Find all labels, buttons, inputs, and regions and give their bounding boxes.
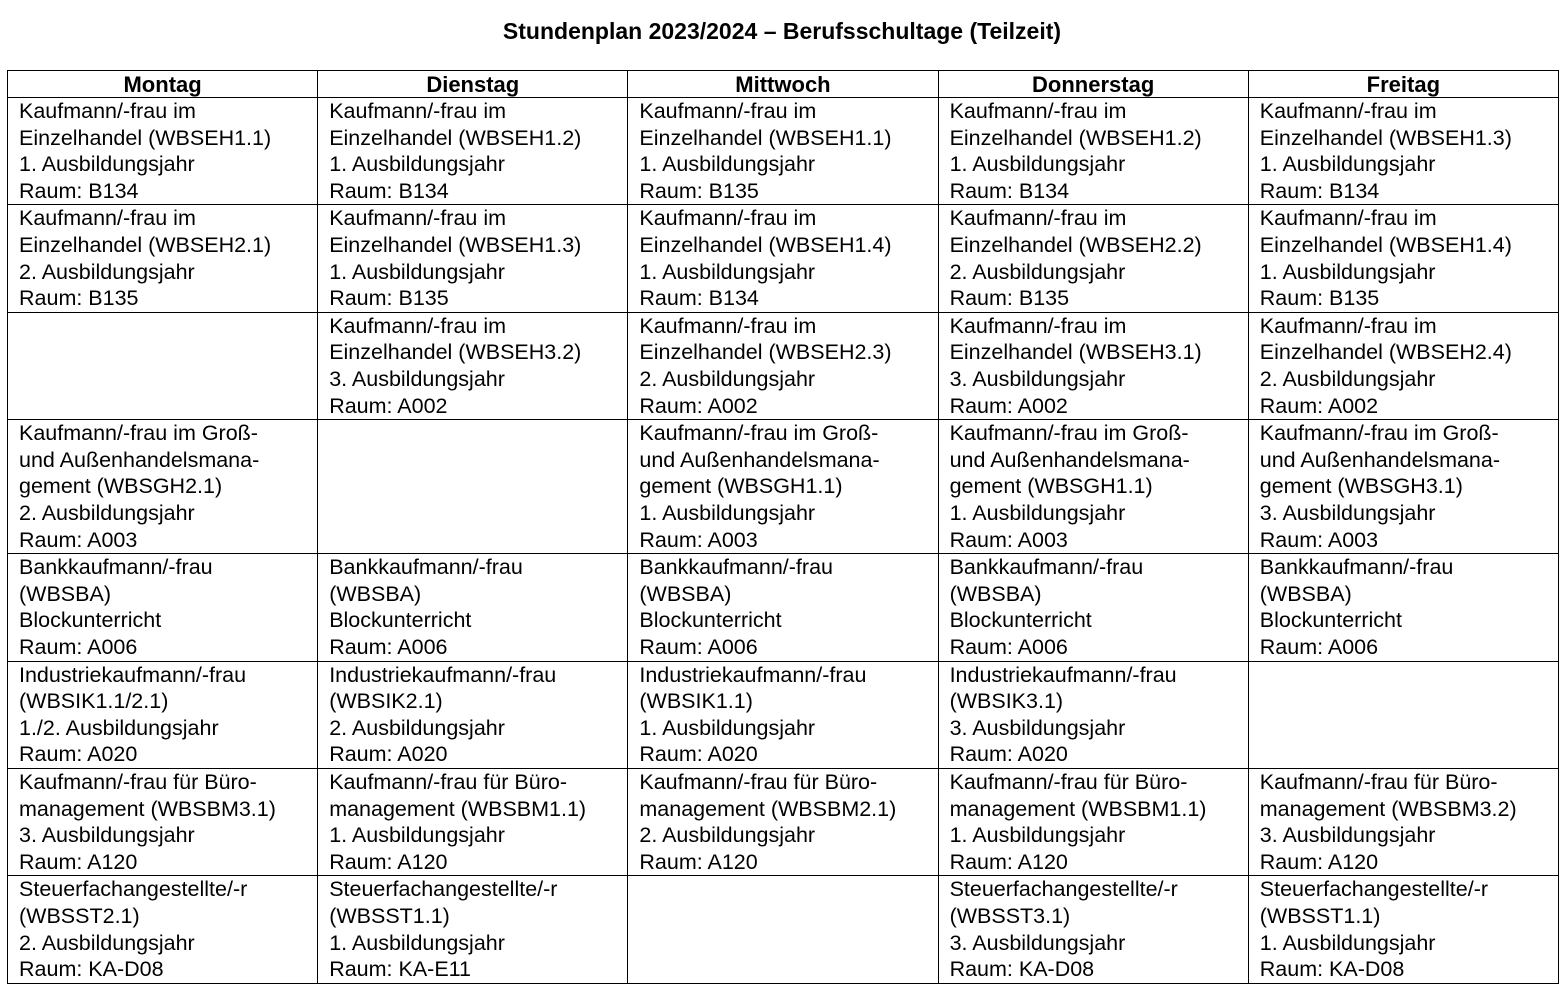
cell-line: 3. Ausbildungsjahr [1259,500,1436,525]
cell-line: (WBSBA) [19,581,111,606]
cell-line: gement (WBSGH1.1) [949,474,1153,499]
cell-line: management (WBSBM3.2) [1259,796,1517,821]
cell-line: Kaufmann/-frau für Büro- [949,769,1188,794]
table-cell-monday [8,312,318,419]
cell-line: Kaufmann/-frau im [949,99,1127,123]
table-cell-tuesday [318,768,628,875]
cell-line: 2. Ausbildungsjahr [19,930,195,955]
cell-line: gement (WBSGH3.1) [1259,474,1463,499]
cell-line: Einzelhandel (WBSEH2.2) [949,232,1202,257]
cell-line: Industriekaufmann/-frau [329,662,557,687]
cell-line: Bankkaufmann/-frau [329,555,523,580]
cell-line: Einzelhandel (WBSEH2.4) [1259,340,1512,365]
cell-line: 1. Ausbildungsjahr [1259,259,1436,284]
cell-line: Einzelhandel (WBSEH1.2) [949,125,1202,150]
table-row [8,205,1559,312]
cell-line: Raum: A006 [19,634,138,659]
cell-line: Industriekaufmann/-frau [639,662,867,687]
cell-line: Raum: B134 [639,286,759,311]
table-cell-tuesday [318,420,628,554]
cell-line: Bankkaufmann/-frau [1259,555,1454,580]
cell-line: Raum: B134 [1259,178,1380,203]
table-cell-friday [1248,98,1558,205]
column-header-friday: Freitag [1248,71,1558,98]
cell-line: 2. Ausbildungsjahr [19,500,195,525]
cell-line: Kaufmann/-frau im [1259,206,1437,231]
table-cell-monday [8,205,318,312]
cell-line: Kaufmann/-frau im [639,313,817,338]
cell-line: Einzelhandel (WBSEH1.1) [19,125,272,150]
cell-line: Kaufmann/-frau im Groß- [949,421,1189,446]
cell-line: (WBSBA) [639,581,732,606]
cell-line: Einzelhandel (WBSEH1.1) [639,125,892,150]
timetable [7,70,1559,984]
table-cell-wednesday [628,420,938,554]
table-cell-wednesday [628,312,938,419]
cell-line: Einzelhandel (WBSEH2.1) [19,232,272,257]
cell-line: Einzelhandel (WBSEH1.3) [329,232,582,257]
cell-line: 1. Ausbildungsjahr [329,259,505,284]
table-cell-friday [1248,876,1558,983]
cell-line: Einzelhandel (WBSEH3.2) [329,340,582,365]
cell-line: Raum: B134 [329,178,449,203]
table-cell-tuesday [318,554,628,661]
cell-line: Blockunterricht [639,608,782,633]
cell-line: Kaufmann/-frau für Büro- [19,769,257,794]
cell-line: Kaufmann/-frau für Büro- [329,769,567,794]
table-cell-thursday [938,876,1248,983]
cell-line: Raum: A120 [949,849,1068,874]
column-header-monday: Montag [8,71,318,98]
cell-line: Raum: A020 [949,742,1068,767]
cell-line: Bankkaufmann/-frau [19,555,213,580]
cell-line: 1. Ausbildungsjahr [949,823,1126,848]
cell-line: 2. Ausbildungsjahr [19,259,195,284]
table-cell-thursday [938,312,1248,419]
cell-line: Blockunterricht [949,608,1092,633]
cell-line: management (WBSBM2.1) [639,796,897,821]
table-cell-friday [1248,554,1558,661]
table-cell-friday [1248,661,1558,768]
cell-line: 3. Ausbildungsjahr [1259,823,1436,848]
cell-line: 1. Ausbildungsjahr [639,715,816,740]
header-row [8,71,1559,98]
cell-line: 3. Ausbildungsjahr [949,715,1126,740]
cell-line: Kaufmann/-frau im [329,313,507,338]
table-cell-tuesday [318,205,628,312]
cell-line: Raum: B135 [19,286,139,311]
cell-line: Kaufmann/-frau im [1259,99,1437,123]
cell-line: Einzelhandel (WBSEH1.2) [329,125,582,150]
cell-line: Einzelhandel (WBSEH2.3) [639,340,892,365]
cell-line: Raum: A006 [1259,634,1379,659]
cell-line: Einzelhandel (WBSEH1.4) [1259,232,1512,257]
cell-line: und Außenhandelsmana- [639,447,880,472]
cell-line: 1. Ausbildungsjahr [329,930,505,955]
cell-line: Raum: A003 [1259,527,1379,552]
cell-line: (WBSIK1.1) [639,689,753,714]
table-cell-thursday [938,661,1248,768]
table-cell-wednesday [628,205,938,312]
cell-line: 3. Ausbildungsjahr [19,823,195,848]
cell-line: Industriekaufmann/-frau [19,662,247,687]
cell-line: 3. Ausbildungsjahr [329,366,505,391]
cell-line: management (WBSBM1.1) [329,796,587,821]
cell-line: 1. Ausbildungsjahr [949,500,1126,525]
table-cell-wednesday [628,98,938,205]
cell-line: Blockunterricht [19,608,162,633]
cell-line: gement (WBSGH2.1) [19,474,223,499]
cell-line: Bankkaufmann/-frau [639,555,833,580]
table-cell-thursday [938,768,1248,875]
cell-line: Raum: A020 [639,742,758,767]
table-row [8,312,1559,419]
table-cell-friday [1248,420,1558,554]
cell-line: gement (WBSGH1.1) [639,474,843,499]
cell-line: 1. Ausbildungsjahr [329,823,505,848]
cell-line: Kaufmann/-frau für Büro- [639,769,878,794]
cell-line: 1. Ausbildungsjahr [1259,930,1436,955]
cell-line: 2. Ausbildungsjahr [639,823,816,848]
cell-line: (WBSST2.1) [19,903,140,928]
cell-line: Raum: A003 [949,527,1068,552]
cell-line: Raum: B134 [949,178,1070,203]
table-row [8,554,1559,661]
cell-line: Steuerfachangestellte/-r [329,877,558,902]
cell-line: (WBSBA) [1259,581,1352,606]
cell-line: Raum: A003 [639,527,758,552]
page-title: Stundenplan 2023/2024 – Berufsschultage (Teilzeit) [502,18,1062,44]
table-cell-friday [1248,768,1558,875]
cell-line: 1. Ausbildungsjahr [329,152,505,177]
table-cell-tuesday [318,661,628,768]
cell-line: (WBSBA) [949,581,1042,606]
cell-line: 2. Ausbildungsjahr [329,715,505,740]
cell-line: Raum: A120 [19,849,138,874]
cell-line: Kaufmann/-frau im [949,313,1127,338]
cell-line: 2. Ausbildungsjahr [639,366,816,391]
timetable-body [8,98,1559,984]
cell-line: Raum: A006 [329,634,448,659]
cell-line: 1. Ausbildungsjahr [639,500,816,525]
cell-line: Kaufmann/-frau im [329,206,507,231]
cell-line: Bankkaufmann/-frau [949,555,1144,580]
cell-line: 1. Ausbildungsjahr [1259,152,1436,177]
table-row [8,768,1559,875]
cell-line: Raum: KA-D08 [19,957,164,982]
cell-line: management (WBSBM1.1) [949,796,1207,821]
cell-line: Raum: KA-D08 [949,957,1095,982]
table-cell-thursday [938,420,1248,554]
cell-line: Raum: KA-D08 [1259,957,1405,982]
cell-line: Raum: B135 [329,286,449,311]
cell-line: 1. Ausbildungsjahr [639,259,816,284]
cell-line: 1. Ausbildungsjahr [949,152,1126,177]
cell-line: Raum: B135 [1259,286,1380,311]
cell-line: Kaufmann/-frau im Groß- [19,421,258,446]
cell-line: 1. Ausbildungsjahr [19,152,195,177]
cell-line: Raum: A002 [1259,393,1379,418]
cell-line: 1. Ausbildungsjahr [639,152,816,177]
cell-line: 3. Ausbildungsjahr [949,930,1126,955]
table-row [8,876,1559,983]
cell-line: Steuerfachangestellte/-r [19,877,248,902]
cell-line: Raum: A020 [329,742,448,767]
cell-line: (WBSBA) [329,581,422,606]
cell-line: (WBSST1.1) [1259,903,1381,928]
cell-line: management (WBSBM3.1) [19,796,276,821]
cell-line: Raum: B135 [639,178,759,203]
table-row [8,98,1559,205]
cell-line: Einzelhandel (WBSEH1.3) [1259,125,1512,150]
column-header-wednesday: Mittwoch [628,71,938,98]
table-cell-thursday [938,205,1248,312]
table-cell-wednesday [628,661,938,768]
cell-line: (WBSST1.1) [329,903,450,928]
cell-line: Einzelhandel (WBSEH3.1) [949,340,1202,365]
cell-line: und Außenhandelsmana- [949,447,1190,472]
table-cell-thursday [938,98,1248,205]
cell-line: (WBSST3.1) [949,903,1071,928]
cell-line: (WBSIK3.1) [949,689,1064,714]
cell-line: Blockunterricht [1259,608,1402,633]
table-cell-monday [8,661,318,768]
cell-line: Steuerfachangestellte/-r [949,877,1178,902]
cell-line: Raum: B134 [19,178,139,203]
table-row [8,420,1559,554]
cell-line: Kaufmann/-frau im Groß- [1259,421,1499,446]
cell-line: (WBSIK2.1) [329,689,443,714]
cell-line: (WBSIK1.1/2.1) [19,689,169,714]
cell-line: Industriekaufmann/-frau [949,662,1177,687]
cell-line: Raum: A006 [639,634,758,659]
table-cell-wednesday [628,554,938,661]
cell-line: Kaufmann/-frau im [949,206,1127,231]
cell-line: Raum: A120 [1259,849,1379,874]
table-row [8,661,1559,768]
table-cell-friday [1248,312,1558,419]
cell-line: 2. Ausbildungsjahr [1259,366,1436,391]
table-cell-tuesday [318,98,628,205]
cell-line: Raum: A003 [19,527,138,552]
cell-line: 1./2. Ausbildungsjahr [19,715,219,740]
column-header-thursday: Donnerstag [938,71,1248,98]
cell-line: Kaufmann/-frau im [19,99,196,123]
cell-line: Raum: A006 [949,634,1068,659]
cell-line: Raum: B135 [949,286,1070,311]
column-header-tuesday: Dienstag [318,71,628,98]
table-cell-monday [8,98,318,205]
cell-line: 3. Ausbildungsjahr [949,366,1126,391]
table-cell-monday [8,420,318,554]
cell-line: Kaufmann/-frau im [329,99,507,123]
table-cell-friday [1248,205,1558,312]
table-cell-wednesday [628,876,938,983]
cell-line: Kaufmann/-frau im [639,99,817,123]
table-cell-monday [8,768,318,875]
cell-line: Raum: A002 [329,393,448,418]
cell-line: Raum: A002 [639,393,758,418]
cell-line: Blockunterricht [329,608,472,633]
cell-line: Steuerfachangestellte/-r [1259,877,1489,902]
table-cell-thursday [938,554,1248,661]
cell-line: Einzelhandel (WBSEH1.4) [639,232,892,257]
cell-line: Raum: A120 [329,849,448,874]
cell-line: Kaufmann/-frau im [639,206,817,231]
cell-line: Raum: A002 [949,393,1068,418]
table-cell-tuesday [318,312,628,419]
cell-line: Kaufmann/-frau im [19,206,196,231]
table-cell-monday [8,876,318,983]
cell-line: und Außenhandelsmana- [19,447,260,472]
cell-line: 2. Ausbildungsjahr [949,259,1126,284]
cell-line: Kaufmann/-frau im Groß- [639,421,879,446]
cell-line: Raum: A020 [19,742,138,767]
cell-line: und Außenhandelsmana- [1259,447,1501,472]
table-cell-tuesday [318,876,628,983]
cell-line: Kaufmann/-frau im [1259,313,1437,338]
cell-line: Raum: KA-E11 [329,957,471,982]
table-cell-monday [8,554,318,661]
cell-line: Kaufmann/-frau für Büro- [1259,769,1498,794]
table-cell-wednesday [628,768,938,875]
cell-line: Raum: A120 [639,849,758,874]
